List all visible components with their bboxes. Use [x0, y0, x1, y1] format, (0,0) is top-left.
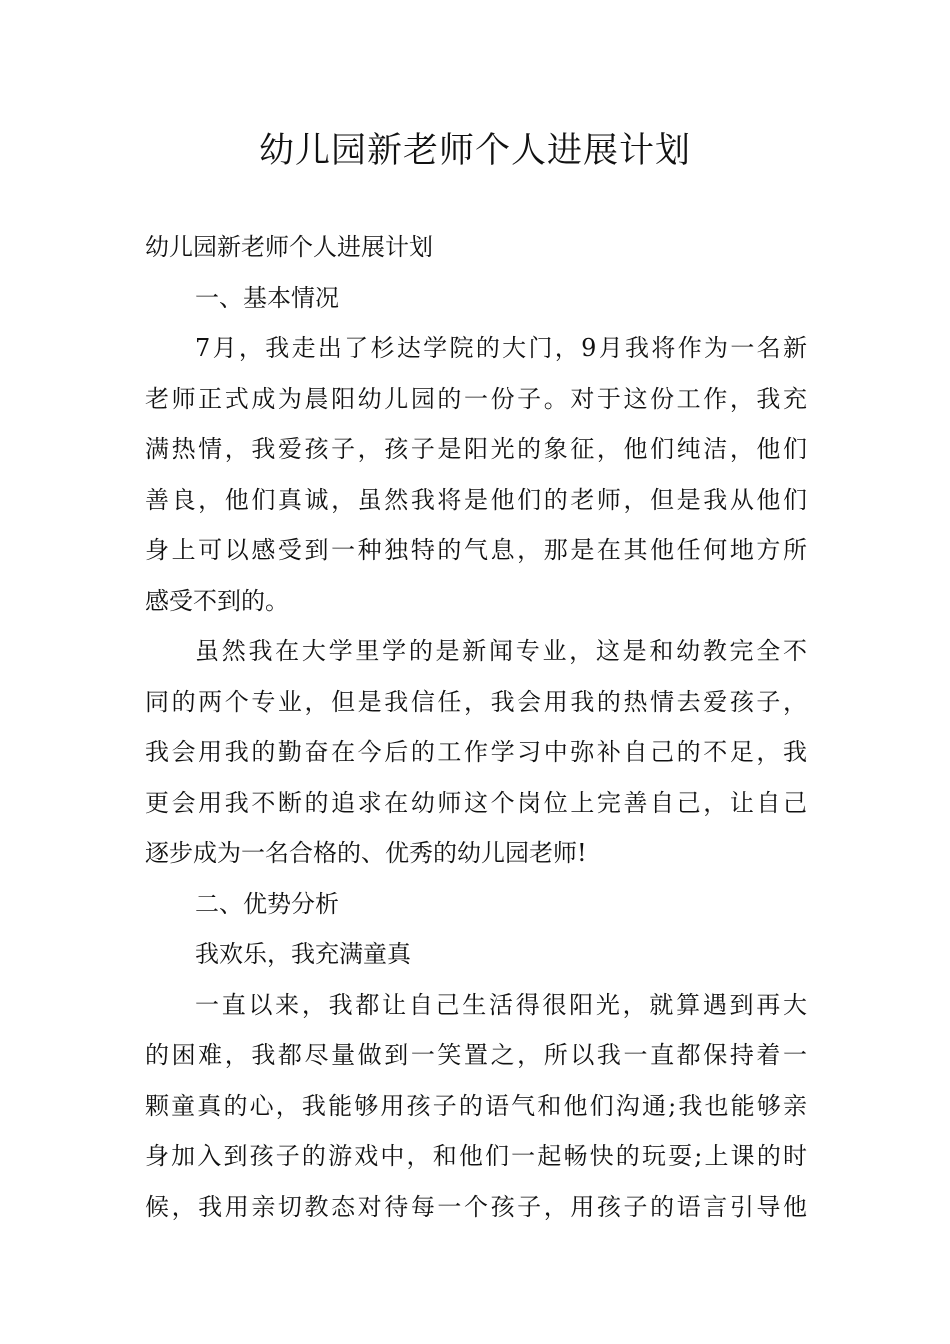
text-line: 颗童真的心，我能够用孩子的语气和他们沟通;我也能够亲 — [145, 1091, 807, 1120]
text-line: 我欢乐，我充满童真 — [195, 940, 411, 968]
text-line: 善良，他们真诚，虽然我将是他们的老师，但是我从他们 — [145, 485, 807, 514]
text-line: 感受不到的。 — [145, 586, 289, 615]
text-line: 虽然我在大学里学的是新闻专业，这是和幼教完全不 — [195, 637, 807, 665]
document-body — [145, 222, 807, 1232]
text-line: 7月，我走出了杉达学院的大门，9月我将作为一名新 — [195, 334, 807, 362]
text-line: 同的两个专业，但是我信任，我会用我的热情去爱孩子， — [145, 687, 807, 716]
text-line: 逐步成为一名合格的、优秀的幼儿园老师! — [145, 839, 587, 867]
text-line: 幼儿园新老师个人进展计划 — [145, 233, 433, 261]
text-line: 一、基本情况 — [195, 283, 339, 312]
text-line: 更会用我不断的追求在幼师这个岗位上完善自己，让自己 — [145, 788, 807, 817]
text-line: 满热情，我爱孩子，孩子是阳光的象征，他们纯洁，他们 — [145, 435, 807, 463]
document-title: 幼儿园新老师个人进展计划 — [258, 131, 691, 171]
text-line: 老师正式成为晨阳幼儿园的一份子。对于这份工作，我充 — [145, 384, 807, 413]
text-line: 一直以来，我都让自己生活得很阳光，就算遇到再大 — [195, 990, 807, 1019]
text-line: 身上可以感受到一种独特的气息，那是在其他任何地方所 — [145, 536, 807, 564]
text-line: 的困难，我都尽量做到一笑置之，所以我一直都保持着一 — [145, 1041, 807, 1069]
text-line: 二、优势分析 — [195, 889, 339, 918]
text-line: 我会用我的勤奋在今后的工作学习中弥补自己的不足，我 — [145, 738, 807, 766]
text-line: 身加入到孩子的游戏中，和他们一起畅快的玩耍;上课的时 — [145, 1142, 807, 1170]
text-line: 候，我用亲切教态对待每一个孩子，用孩子的语言引导他 — [145, 1192, 807, 1221]
